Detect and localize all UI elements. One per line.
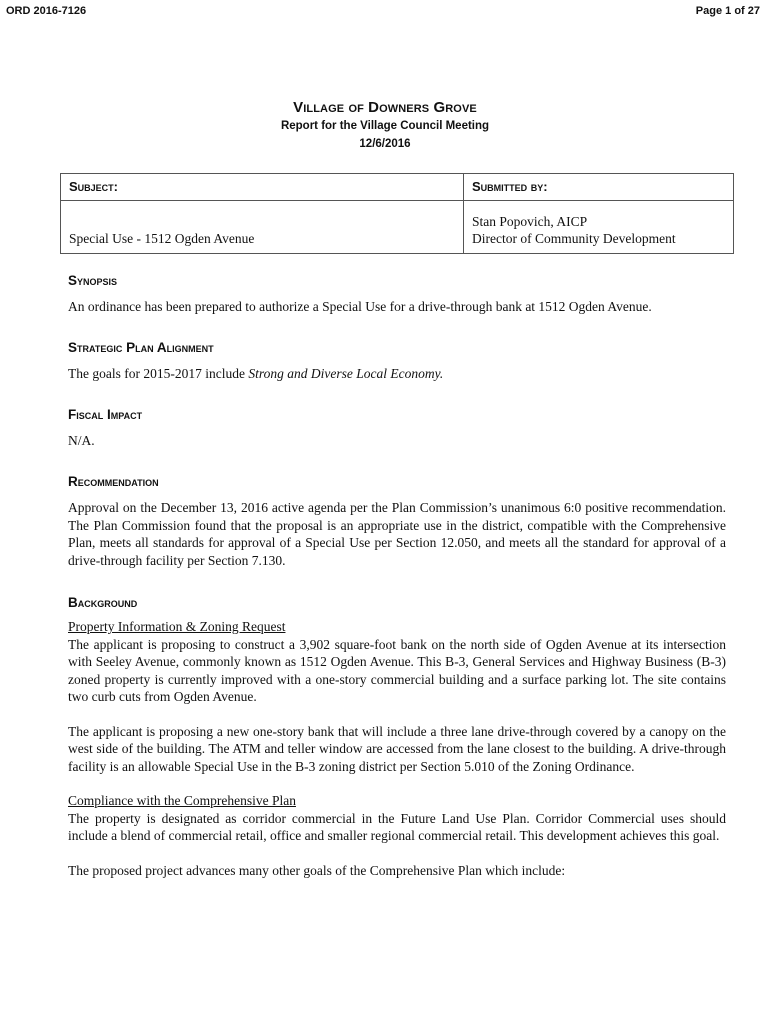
submitter-cell — [464, 201, 734, 254]
synopsis-section — [68, 272, 726, 316]
subject-label: Subject: — [69, 179, 119, 194]
property-info-subheading: Property Information & Zoning Request — [68, 619, 286, 634]
strategic-text-prefix: The goals for 2015-2017 include — [68, 366, 249, 381]
fiscal-section — [68, 406, 726, 450]
document-title: Village of Downers Grove — [293, 99, 477, 116]
subject-header-cell — [61, 174, 464, 201]
background-heading: Background — [68, 595, 138, 610]
submitted-by-label: Submitted by: — [472, 179, 548, 194]
synopsis-text: An ordinance has been prepared to authorize a Special Use for a drive-through bank at 1512 Ogden Avenue. — [68, 299, 652, 314]
background-paragraph-1: The applicant is proposing to construct a 3,902 square-foot bank on the north side of Ogden Avenue at its intersection with Seeley Avenue, commonly known as 1512 Ogden Avenue. This B-3, General Services and Highway Business (B-3) zoned property is currently improved with a one-story commercial building and a surface parking lot. The site contains two curb cuts from Ogden Avenue. — [68, 636, 726, 704]
subject-table — [60, 173, 734, 254]
meeting-date: 12/6/2016 — [359, 138, 411, 150]
strategic-emphasis: Strong and Diverse Local Economy. — [248, 366, 444, 381]
background-paragraph-4: The proposed project advances many other goals of the Comprehensive Plan which include: — [68, 862, 566, 878]
strategic-section — [68, 339, 726, 383]
recommendation-heading: Recommendation — [68, 474, 159, 489]
background-section — [68, 594, 726, 879]
title-block — [0, 98, 770, 152]
document-subtitle: Report for the Village Council Meeting — [280, 120, 490, 132]
background-paragraph-2: The applicant is proposing a new one-story bank that will include a three lane drive-through covered by a canopy on the west side of the building. The ATM and teller window are accessed from the lane closest to the building. A drive-through facility is an allowable Special Use in the B-3 zoning district per Section 5.010 of the Zoning Ordinance. — [68, 723, 726, 774]
background-paragraph-3: The property is designated as corridor commercial in the Future Land Use Plan. Corridor Commercial uses should include a blend of commercial retail, office and smaller regional commercial retail. This development achieves this goal. — [68, 810, 726, 843]
strategic-heading: Strategic Plan Alignment — [68, 340, 214, 355]
recommendation-text: Approval on the December 13, 2016 active agenda per the Plan Commission’s unanimous 6:0 positive recommendation. The Plan Commission found that the proposal is an appropriate use in the district, compatible with the Comprehensive Plan, meets all standards for approval of a Special Use per Section 12.050, and meets all the standard for approval of a drive-through facility per Section 7.130. — [68, 500, 726, 568]
subject-value: Special Use - 1512 Ogden Avenue — [69, 231, 255, 246]
fiscal-heading: Fiscal Impact — [68, 407, 143, 422]
submitter-name: Stan Popovich, AICP — [472, 214, 588, 229]
page-indicator: Page 1 of 27 — [695, 5, 760, 17]
submitted-header-cell — [464, 174, 734, 201]
subject-value-cell — [61, 201, 464, 254]
fiscal-text: N/A. — [68, 433, 95, 448]
recommendation-section — [68, 473, 726, 569]
document-number: ORD 2016-7126 — [6, 5, 87, 17]
comprehensive-plan-subheading: Compliance with the Comprehensive Plan — [68, 793, 296, 808]
submitter-title: Director of Community Development — [472, 231, 676, 246]
strategic-text — [68, 365, 726, 383]
synopsis-heading: Synopsis — [68, 273, 118, 288]
